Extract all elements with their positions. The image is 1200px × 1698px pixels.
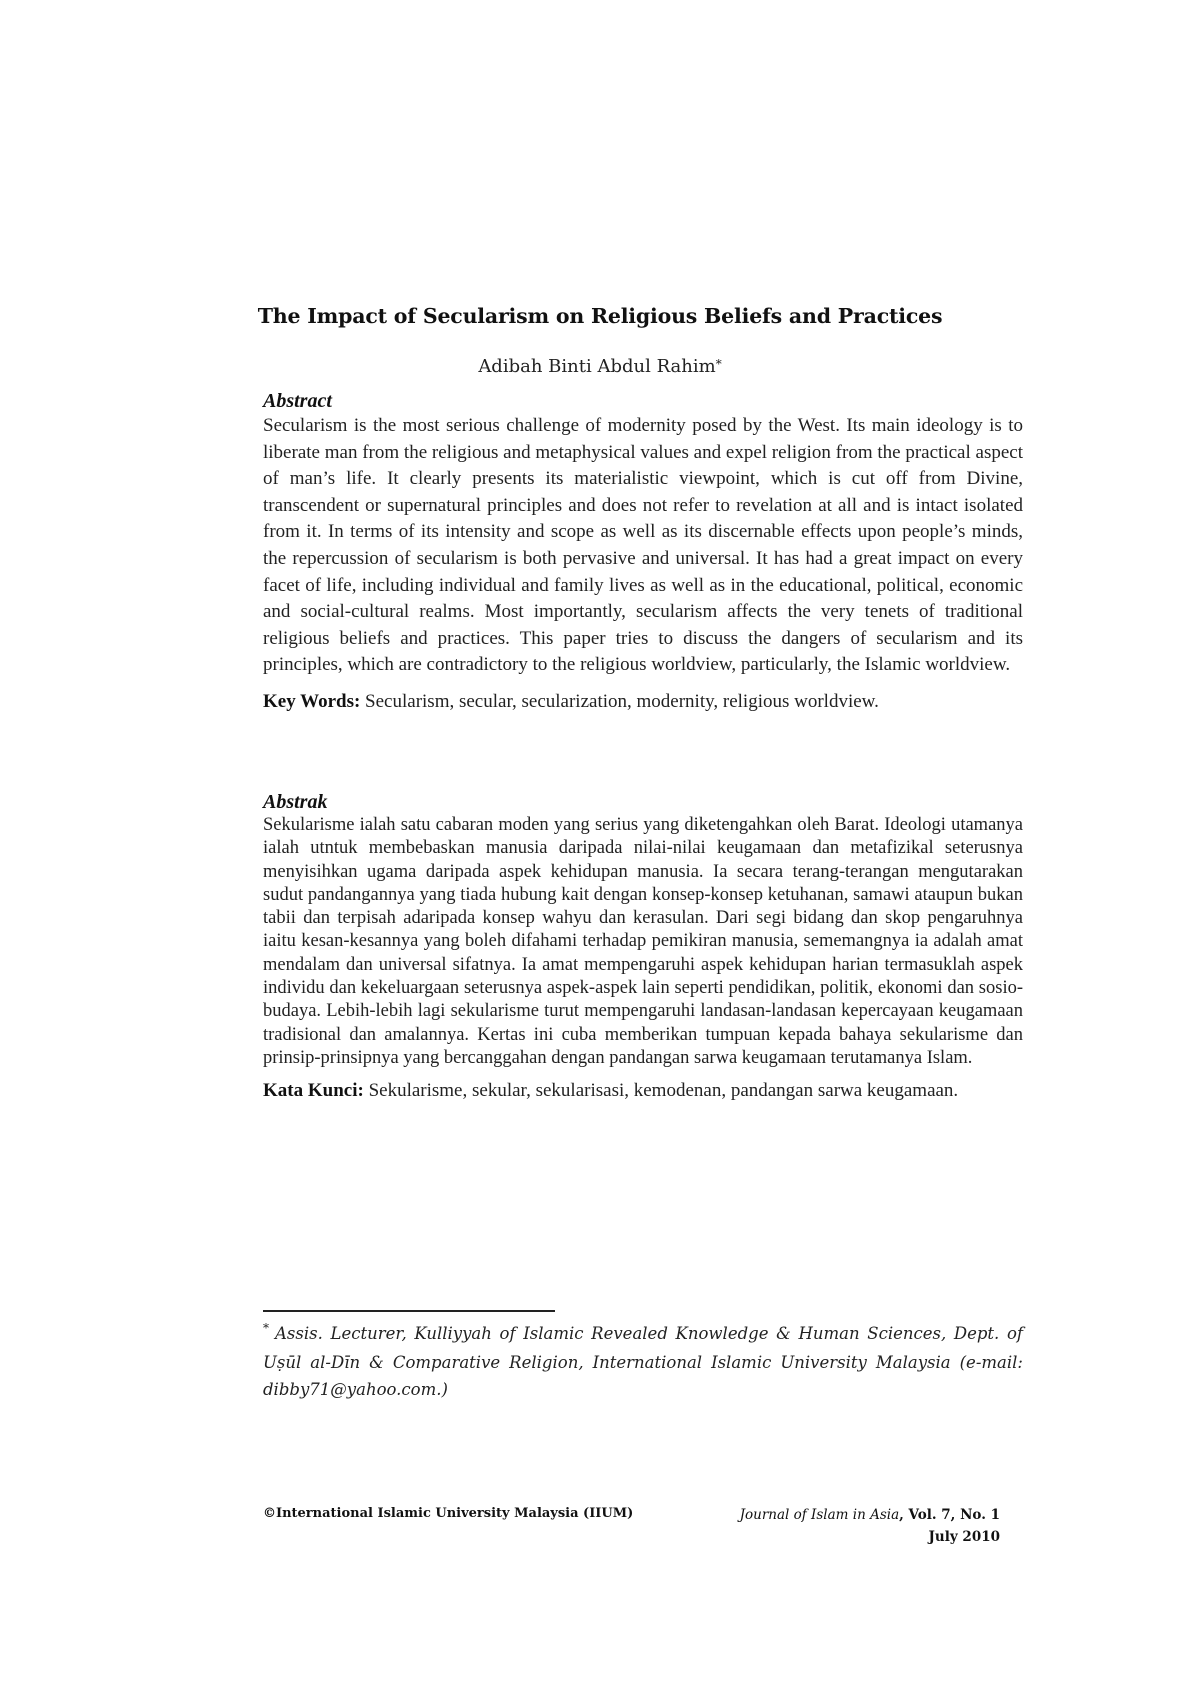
kata-kunci-line <box>263 1078 1023 1104</box>
footnote-text: Assis. Lecturer, Kulliyyah of Islamic Revealed Knowledge & Human Sciences, Dept. of Uṣūl al-Dīn & Comparative Religion, International Islamic University Malaysia (e-mail: dibby71@yahoo.com.) <box>263 1324 1023 1399</box>
keywords-label: Key Words: <box>263 690 361 712</box>
footnote-marker: * <box>263 1321 269 1335</box>
copyright-notice: ©International Islamic University Malaysia (IIUM) <box>263 1506 634 1521</box>
abstrak-body: Sekularisme ialah satu cabaran moden yang serius yang diketengahkan oleh Barat. Ideologi utamanya ialah utntuk membebaskan manusia daripada nilai-nilai keugamaan dan metafizikal seterusnya menyisihkan ugama daripada aspek kehidupan manusia. Ia secara terang-terangan mengutarakan sudut pandangannya yang tiada hubung kait dengan konsep-konsep ketuhanan, samawi ataupun bukan tabii dan terpisah adaripada konsep wahyu dan kerasulan. Dari segi bidang dan skop pengaruhnya iaitu kesan-kesannya yang boleh difahami terhadap pemikiran manusia, sememangnya ia adalah amat mendalam dan universal sifatnya. Ia amat mempengaruhi aspek kehidupan harian termasuklah aspek individu dan kekeluargaan seterusnya aspek-aspek lain seperti pendidikan, politik, ekonomi dan sosio-budaya. Lebih-lebih lagi sekularisme turut mempengaruhi landasan-landasan kepercayaan keugamaan tradisional dan amalannya. Kertas ini cuba memberikan tumpuan kepada bahaya sekularisme dan prinsip-prinsipnya yang bercanggahan dengan pandangan sarwa keugamaan terutamanya Islam. <box>263 815 1023 1068</box>
footnote-separator <box>263 1310 555 1312</box>
abstract-section <box>263 389 1023 715</box>
abstract-heading: Abstract <box>263 390 332 412</box>
journal-line <box>700 1504 1000 1526</box>
author-footnote-marker: * <box>715 357 722 371</box>
footnote <box>263 1320 1023 1403</box>
journal-date-line <box>700 1526 1000 1548</box>
author-line <box>0 356 1200 377</box>
journal-date: July 2010 <box>928 1529 1000 1545</box>
kata-kunci-value: Sekularisme, sekular, sekularisasi, kemodenan, pandangan sarwa keugamaan. <box>368 1080 959 1102</box>
paper-title: The Impact of Secularism on Religious Beliefs and Practices <box>257 304 943 328</box>
abstract-body: Secularism is the most serious challenge of modernity posed by the West. Its main ideology is to liberate man from the religious and metaphysical values and expel religion from the practical aspect of man’s life. It clearly presents its materialistic viewpoint, which is cut off from Divine, transcendent or supernatural principles and does not refer to revelation at all and is intact isolated from it. In terms of its intensity and scope as well as its discernable effects upon people’s minds, the repercussion of secularism is both pervasive and universal. It has had a great impact on every facet of life, including individual and family lives as well as in the educational, political, economic and social-cultural realms. Most importantly, secularism affects the very tenets of traditional religious beliefs and practices. This paper tries to discuss the dangers of secularism and its principles, which are contradictory to the religious worldview, particularly, the Islamic worldview. <box>263 415 1023 676</box>
keywords-line <box>263 689 1023 715</box>
journal-citation <box>700 1504 1000 1548</box>
journal-volume: , Vol. 7, No. 1 <box>899 1507 1000 1523</box>
abstrak-section <box>263 790 1023 1104</box>
author-name: Adibah Binti Abdul Rahim <box>478 356 716 377</box>
journal-name: Journal of Islam in Asia <box>739 1507 900 1523</box>
abstrak-heading: Abstrak <box>263 791 328 813</box>
keywords-value: Secularism, secular, secularization, modernity, religious worldview. <box>365 690 879 712</box>
kata-kunci-label: Kata Kunci: <box>263 1080 364 1102</box>
